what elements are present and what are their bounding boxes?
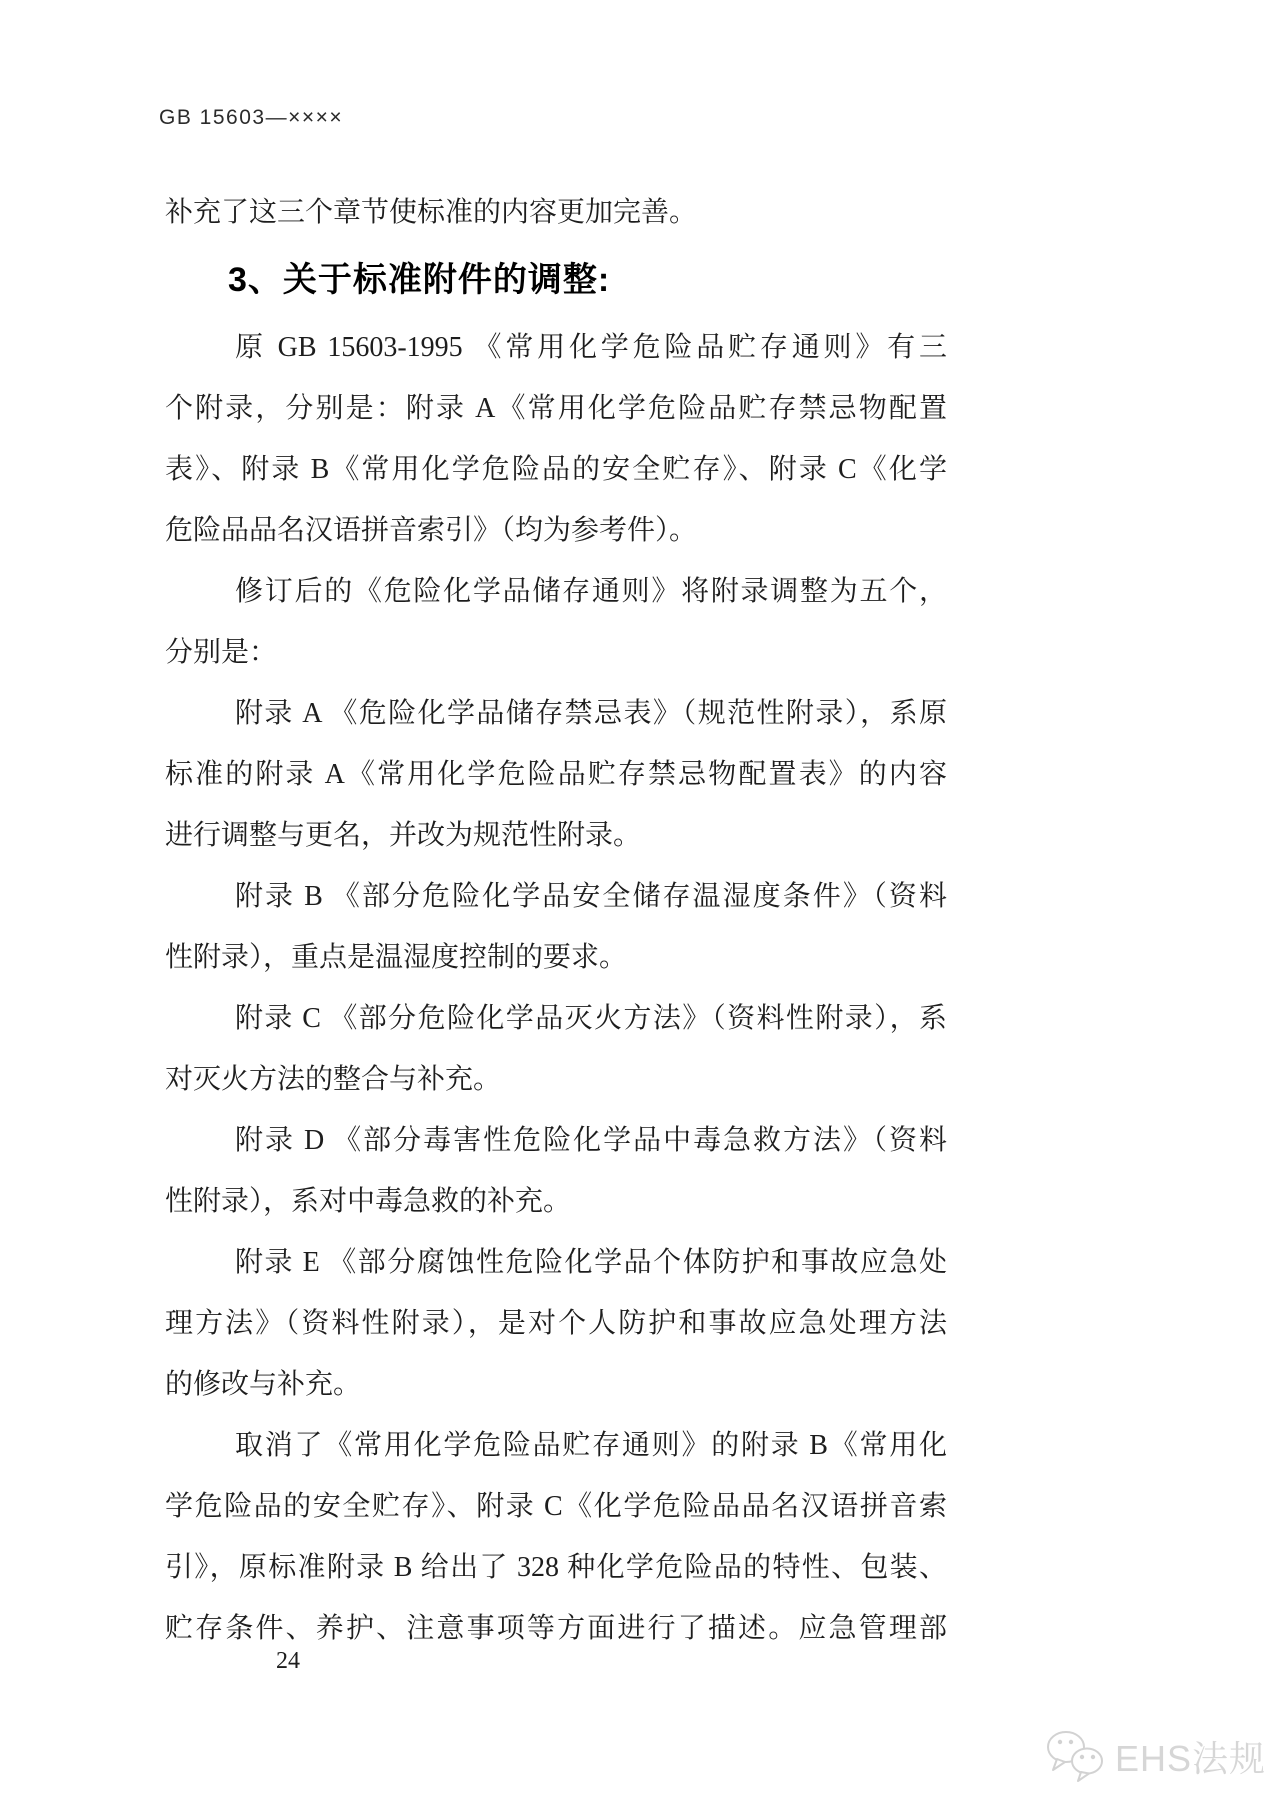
text-line: 个附录，分别是：附录 A《常用化学危险品贮存禁忌物配置 [165, 393, 947, 424]
text-line: 附录 A 《危险化学品储存禁忌表》（规范性附录），系原 [235, 698, 947, 729]
section-heading: 3、关于标准附件的调整: [228, 261, 611, 299]
text-line: 危险品品名汉语拼音索引》（均为参考件）。 [165, 515, 698, 546]
text-line: 贮存条件、养护、注意事项等方面进行了描述。应急管理部 [165, 1613, 947, 1644]
text-line: 分别是： [165, 637, 278, 668]
text-line: 取消了《常用化学危险品贮存通则》的附录 B《常用化 [235, 1430, 947, 1461]
text-line: 附录 C 《部分危险化学品灭火方法》（资料性附录），系 [235, 1003, 947, 1034]
wechat-icon [1043, 1728, 1107, 1784]
watermark-label: EHS法规 [1114, 1737, 1266, 1779]
text-line: 理方法》（资料性附录），是对个人防护和事故应急处理方法 [165, 1308, 947, 1339]
page-number: 24 [276, 1648, 300, 1674]
text-line: 附录 E 《部分腐蚀性危险化学品个体防护和事故应急处 [235, 1247, 947, 1278]
text-line: 对灭火方法的整合与补充。 [165, 1064, 502, 1095]
text-line: 进行调整与更名，并改为规范性附录。 [165, 820, 642, 851]
text-line: 性附录），重点是温湿度控制的要求。 [165, 942, 628, 973]
text-line: 附录 D 《部分毒害性危险化学品中毒急救方法》（资料 [235, 1125, 947, 1156]
text-line: 表》、附录 B《常用化学危险品的安全贮存》、附录 C《化学 [165, 454, 947, 485]
document-body [165, 182, 947, 1659]
text-line: 补充了这三个章节使标准的内容更加完善。 [165, 197, 698, 228]
text-line: 原 GB 15603-1995 《常用化学危险品贮存通则》有三 [235, 332, 947, 363]
text-line: 标准的附录 A《常用化学危险品贮存禁忌物配置表》的内容 [165, 759, 947, 790]
text-line: 性附录），系对中毒急救的补充。 [165, 1186, 572, 1217]
text-line: 引》，原标准附录 B 给出了 328 种化学危险品的特性、包装、 [165, 1552, 947, 1583]
text-line: 附录 B 《部分危险化学品安全储存温湿度条件》（资料 [235, 881, 947, 912]
standard-number-header: GB 15603—×××× [159, 106, 344, 129]
watermark-badge [1043, 1728, 1266, 1784]
text-line: 的修改与补充。 [165, 1369, 362, 1400]
text-line: 修订后的《危险化学品储存通则》将附录调整为五个， [235, 576, 947, 607]
text-line: 学危险品的安全贮存》、附录 C《化学危险品品名汉语拼音索 [165, 1491, 947, 1522]
